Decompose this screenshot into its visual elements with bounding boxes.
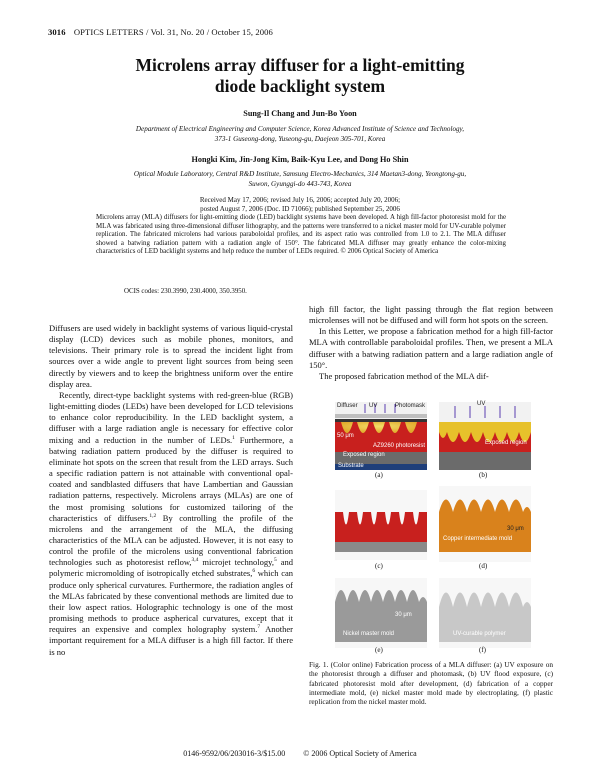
paper-title <box>0 55 600 97</box>
running-header <box>48 27 273 37</box>
exposed-region-label-b: Exposed region <box>485 440 527 446</box>
affiliation-2-line-2: Suwon, Gyunggi-do 443-743, Korea <box>248 180 352 188</box>
right-column <box>309 304 553 382</box>
citation-ref: 6 <box>252 568 256 575</box>
footer-copyright: © 2006 Optical Society of America <box>303 749 417 758</box>
citation-ref: 1 <box>232 434 235 441</box>
dates-line-1: Received May 17, 2006; revised July 16, 2006; accepted July 20, 2006; <box>199 196 401 204</box>
dates-line-2: posted August 7, 2006 (Doc. ID 71066); published September 25, 2006 <box>200 205 400 213</box>
scale-label-e: 30 μm <box>395 612 412 618</box>
panel-label-c: (c) <box>375 562 383 570</box>
scale-label-d: 30 μm <box>507 526 524 532</box>
exposed-region-label-a: Exposed region <box>343 452 385 458</box>
scale-label-a: 50 μm <box>337 433 354 439</box>
citation-ref: 7 <box>257 624 261 631</box>
citation-ref: 1,2 <box>149 512 157 519</box>
title-line-1: Microlens array diffuser for a light-emitting <box>135 55 465 75</box>
panel-b <box>439 402 531 470</box>
paragraph-proposal: In this Letter, we propose a fabrication method for a high fill-factor MLA with controllable paraboloidal profiles. Then, we present a MLA diffuser with a batwing radiation pattern and a large radiation angle of 150°. <box>309 326 553 370</box>
paragraph-fill-factor: high fill factor, the light passing through the flat region between microlenses will not be diffused and will form hot spots on the screen. <box>309 304 553 326</box>
affiliation-1-line-1: Department of Electrical Engineering and Computer Science, Korea Advanced Institute of Science and Technology, <box>135 125 465 133</box>
figure-1-caption: Fig. 1. (Color online) Fabrication process of a MLA diffuser: (a) UV exposure on the photoresist through a diffuser and photomask, (b) UV flood exposure, (c) fabricated photoresist mold after development, (d) fabrication of a copper intermediate mold, (e) nickel master mold made by electroplating, (f) plastic replication from the nickel master mold. <box>309 660 553 707</box>
panel-e <box>335 578 427 648</box>
affiliation-1 <box>40 124 560 144</box>
uv-curable-label: UV-curable polymer <box>453 631 506 637</box>
title-line-2: diode backlight system <box>214 76 386 96</box>
panel-label-a: (a) <box>375 471 383 479</box>
affiliation-2 <box>40 169 560 189</box>
abstract: Microlens array (MLA) diffusers for light-emitting diode (LED) backlight systems have been developed. A high fill-factor photoresist mold for the MLA was fabricated using three-dimensional diffuser lithography, and the patterns were transferred to a nickel master mold for UV-curable polymer replication. The fabricated microlens had various paraboloidal profiles, and its aspect ratio was controlled from 1.0 to 2.1. The MLA diffuser showed a batwing radiation pattern with a radiation angle of 150°. The fabricated MLA diffuser may greatly enhance the color-mixing characteristics of LED backlight systems and help reduce the number of LEDs required. © 2006 Optical Society of America <box>96 214 506 255</box>
panel-label-e: (e) <box>375 646 383 654</box>
citation-ref: 3,4 <box>191 557 199 564</box>
nickel-mold-label: Nickel master mold <box>343 631 395 637</box>
substrate-label: Substrate <box>338 463 364 469</box>
uv-label-a: UV <box>369 403 378 409</box>
authors-group-1: Sung-Il Chang and Jun-Bo Yoon <box>243 109 357 118</box>
authors-group-2: Hongki Kim, Jin-Jong Kim, Baik-Kyu Lee, and Dong Ho Shin <box>191 155 409 164</box>
diffuser-label: Diffuser <box>337 403 358 409</box>
figure-1 <box>335 402 535 654</box>
panel-d <box>439 486 531 562</box>
journal-citation: OPTICS LETTERS / Vol. 31, No. 20 / October 15, 2006 <box>73 27 273 37</box>
ocis-codes: OCIS codes: 230.3990, 230.4000, 350.3950. <box>124 288 247 295</box>
paragraph-method: The proposed fabrication method of the MLA dif- <box>319 370 489 381</box>
article-code: 0146-9592/06/203016-3/$15.00 <box>183 749 286 758</box>
affiliation-1-line-2: 373-1 Guseong-dong, Yuseong-gu, Daejeon 305-701, Korea <box>214 135 386 143</box>
left-column <box>49 323 293 658</box>
photomask-label: Photomask <box>395 403 426 409</box>
panel-label-f: (f) <box>479 646 486 654</box>
paragraph-intro: Diffusers are used widely in backlight systems of various liquid-crystal display (LCD) devices such as mobile phones, monitors, and televisions. Their primary role is to spread the incident light from sources over a wide angle to prevent light sources from being seen directly by viewers and to keep the brightness uniform over the entire display area. <box>49 323 293 389</box>
panel-label-d: (d) <box>479 562 488 570</box>
copper-mold-label: Copper intermediate mold <box>443 536 513 542</box>
citation-ref: 5 <box>274 557 277 564</box>
affiliation-2-line-1: Optical Module Laboratory, Central R&D Institute, Samsung Electro-Mechanics, 314 Maetan3-dong, Yeongtong-gu, <box>133 170 467 178</box>
photoresist-label: AZ9260 photoresist <box>373 443 426 449</box>
page-number: 3016 <box>48 27 66 37</box>
panel-f <box>439 578 531 648</box>
paragraph-background: Recently, direct-type backlight systems with red-green-blue (RGB) light-emitting diodes (LEDs) have been developed for LCD televisions to enhance color reproducibility. In the LED backlight system, a diffuser with a large radiation angle is necessary for effective color mixing and a reduction in the number of LEDs.$^1$ Furthermore, a batwing radiation pattern produced by the diffuser is required to eliminate hot spots on the screen that result from the LED arrays. Such a specific radiation pattern is not attainable with conventional opal-coated and sandblasted diffusers that have Lambertian and Gaussian radiation patterns, respectively. Microlens arrays (MLAs) are one of the most promising solutions for customized tailoring of the characteristics of diffusers.$^{1,2}$ By controlling the profile of the microlens and the arrangement of the MLA, the diffusing characteristics of the MLA can be adjusted. However, it is not easy to control the profile of the microlens using conventional fabrication technologies such as photoresist reflow,$^{3,4}$ microjet technology,$^5$ and polymeric micromolding of isotropically etched substrates,$^6$ which can produce only spherical curvatures. Furthermore, the radiation angles of the MLAs fabricated by these conventional methods are limited due to their low aspect ratios. Holographic technology is one of the most promising methods to produce aspherical curvatures, except that it requires an expensive and complex holography system.$^7$ Another important requirement for a MLA diffuser is a high fill factor. If there is no <box>49 389 294 657</box>
publication-dates <box>40 196 560 214</box>
panel-label-b: (b) <box>479 471 488 479</box>
uv-label-b: UV <box>477 401 486 407</box>
panel-c <box>335 490 427 560</box>
page-footer <box>0 749 600 758</box>
